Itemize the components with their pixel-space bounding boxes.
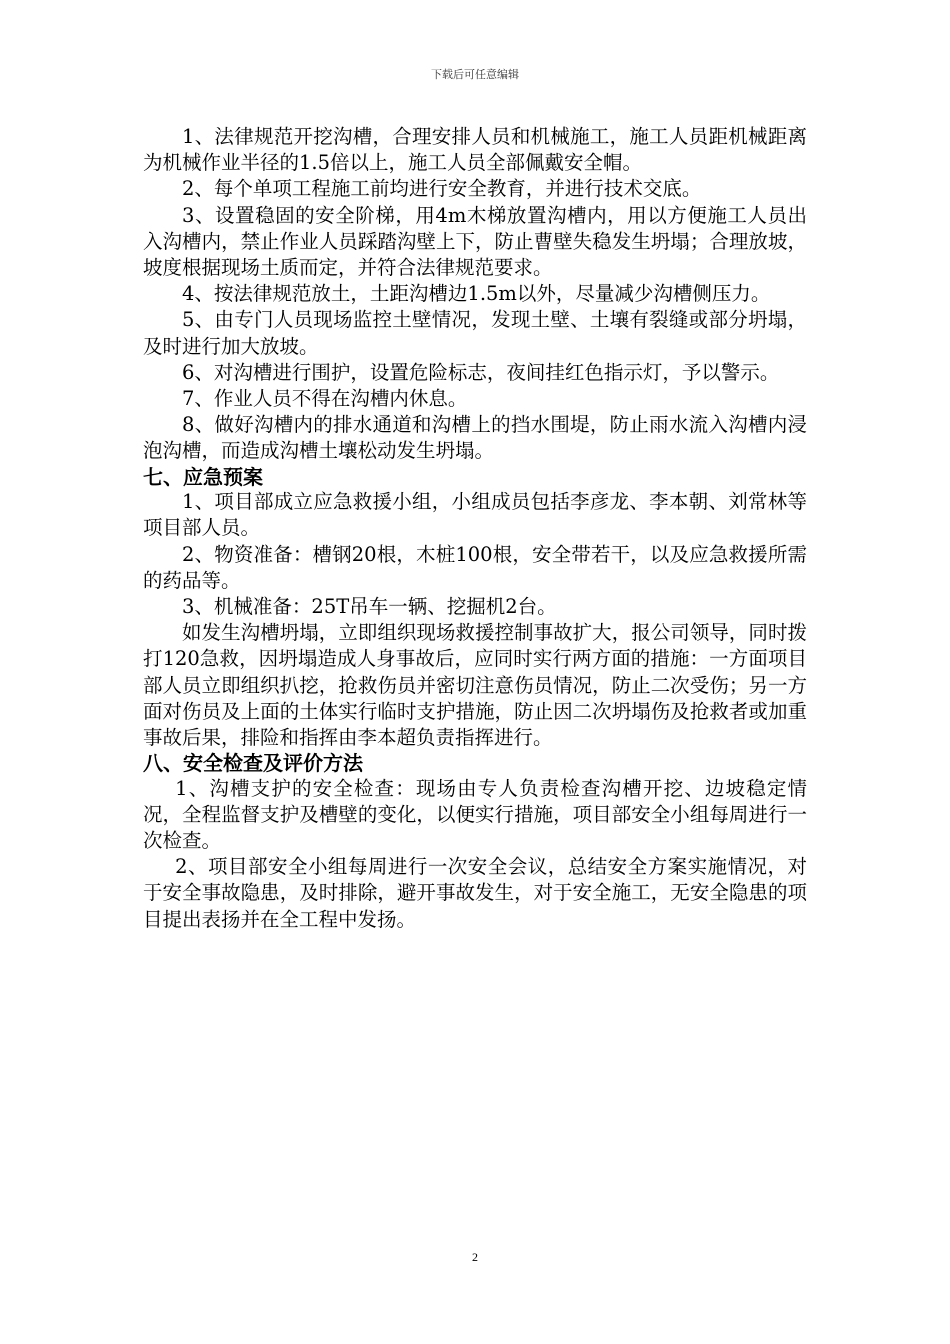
section6-item-2: 2、每个单项工程施工前均进行安全教育，并进行技术交底。 — [182, 177, 702, 201]
section6-item-5: 5、由专门人员现场监控土壁情况，发现土壁、土壤有裂缝或部分坍塌，及时进行加大放坡。 — [143, 308, 807, 358]
page-number: 2 — [472, 1250, 478, 1264]
section7-item-1: 1、项目部成立应急救援小组，小组成员包括李彦龙、李本朝、刘常林等项目部人员。 — [143, 490, 807, 540]
section8-heading: 八、安全检查及评价方法 — [143, 751, 363, 776]
section8-item-1: 1、沟槽支护的安全检查：现场由专人负责检查沟槽开挖、边坡稳定情况，全程监督支护及槽壁的变化，以便实行措施，项目部安全小组每周进行一次检查。 — [143, 776, 807, 853]
document-body — [143, 124, 807, 933]
section7-item-2: 2、物资准备：槽钢20根，木桩100根，安全带若干，以及应急救援所需的药品等。 — [143, 542, 807, 592]
section6-item-3: 3、设置稳固的安全阶梯，用4m木梯放置沟槽内，用以方便施工人员出入沟槽内，禁止作业人员踩踏沟壁上下，防止曹壁失稳发生坍塌；合理放坡，坡度根据现场土质而定，并符合法律规范要求。 — [143, 203, 807, 280]
section8-item-2: 2、项目部安全小组每周进行一次安全会议，总结安全方案实施情况，对于安全事故隐患，及时排除，避开事故发生，对于安全施工，无安全隐患的项目提出表扬并在全工程中发扬。 — [143, 855, 807, 931]
section7-item-3: 3、机械准备：25T吊车一辆、挖掘机2台。 — [182, 594, 557, 618]
section6-item-4: 4、按法律规范放土，土距沟槽边1.5m以外，尽量减少沟槽侧压力。 — [182, 282, 771, 306]
section6-item-1: 1、法律规范开挖沟槽，合理安排人员和机械施工，施工人员距机械距离为机械作业半径的1.5倍以上，施工人员全部佩戴安全帽。 — [143, 125, 807, 175]
section6-item-7: 7、作业人员不得在沟槽内休息。 — [182, 387, 468, 411]
section7-item-4: 如发生沟槽坍塌，立即组织现场救援控制事故扩大，报公司领导，同时拨打120急救，因坍塌造成人身事故后，应同时实行两方面的措施：一方面项目部人员立即组织扒挖，抢救伤员并密切注意伤员情况，防止二次受伤；另一方面对伤员及上面的土体实行临时支护措施，防止因二次坍塌伤及抢救者或加重事故后果，排险和指挥由李本超负责指挥进行。 — [143, 621, 807, 749]
page-header-note: 下载后可任意编辑 — [431, 68, 519, 81]
section7-heading: 七、应急预案 — [143, 464, 263, 489]
section6-item-8: 8、做好沟槽内的排水通道和沟槽上的挡水围堤，防止雨水流入沟槽内浸泡沟槽，而造成沟槽土壤松动发生坍塌。 — [143, 413, 807, 463]
section6-item-6: 6、对沟槽进行围护，设置危险标志，夜间挂红色指示灯，予以警示。 — [182, 360, 780, 384]
